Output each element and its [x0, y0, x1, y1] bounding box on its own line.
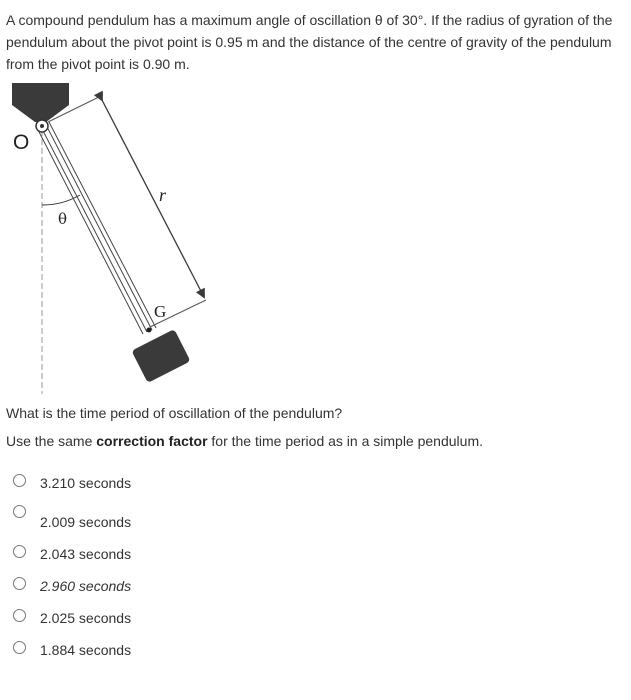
radius-arrow — [102, 100, 204, 297]
pivot-label: O — [13, 131, 30, 154]
note-text-after: for the time period as in a simple pendulum. — [207, 433, 483, 449]
note-bold-text: correction factor — [96, 433, 208, 449]
radio-button-icon[interactable] — [13, 545, 26, 558]
radio-button-icon[interactable] — [13, 474, 26, 487]
radio-button-icon[interactable] — [13, 505, 26, 518]
option-label: 2.043 seconds — [40, 546, 132, 562]
radio-button-icon[interactable] — [13, 609, 26, 622]
correction-factor-note — [6, 431, 483, 451]
note-text-before: Use the same — [6, 433, 97, 449]
option-label: 1.884 seconds — [40, 642, 132, 658]
option-label: 2.025 seconds — [40, 610, 132, 626]
option-label: 2.960 seconds — [40, 578, 132, 594]
question-text: A compound pendulum has a maximum angle of oscillation θ of 30°. If the radius of gyration of the pendulum about the pivot point is 0.95 m and the distance of the centre of gravity of the pendulum from the pivot point is 0.90 m. — [6, 12, 613, 72]
pivot-pin-center — [40, 124, 44, 128]
pendulum-rod — [36, 122, 156, 334]
radio-button-icon[interactable] — [13, 577, 26, 590]
question-prompt: What is the time period of oscillation of the pendulum? — [6, 405, 343, 421]
angle-label: θ — [58, 210, 68, 228]
centre-of-gravity-point — [147, 328, 152, 333]
option-label: 2.009 seconds — [40, 514, 132, 530]
pendulum-bob — [131, 329, 190, 383]
radio-button-icon[interactable] — [13, 641, 26, 654]
option-label: 3.210 seconds — [40, 475, 132, 491]
cog-label: G — [154, 302, 167, 321]
compound-pendulum-figure — [0, 78, 240, 398]
radius-label: r — [159, 185, 167, 205]
